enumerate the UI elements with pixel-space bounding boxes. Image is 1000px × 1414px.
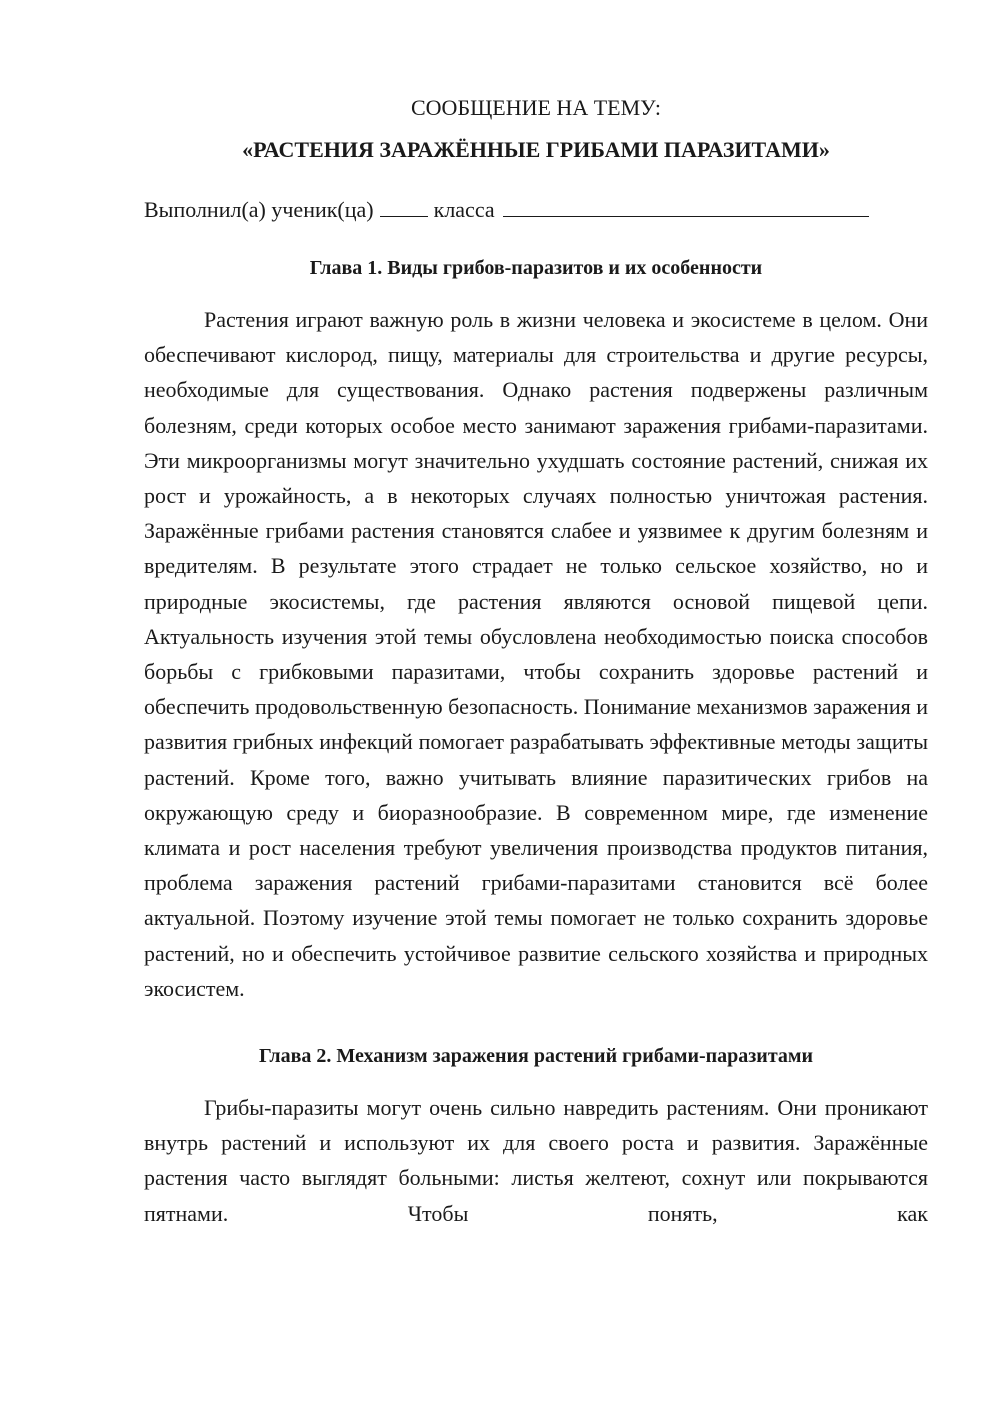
- document-page: [144, 90, 928, 1231]
- chapter-2-paragraph: Грибы-паразиты могут очень сильно навредить растениям. Они проникают внутрь растений и используют их для своего роста и развития. Заражённые растения часто выглядят больными: листья желтеют, сохнут или покрываются пятнами. Чтобы понять, как: [144, 1095, 928, 1226]
- document-title: «РАСТЕНИЯ ЗАРАЖЁННЫЕ ГРИБАМИ ПАРАЗИТАМИ»: [242, 137, 830, 162]
- chapter-1-title: Глава 1. Виды грибов-паразитов и их особенности: [309, 257, 763, 279]
- chapter-2-title: Глава 2. Механизм заражения растений грибами-паразитами: [258, 1045, 814, 1068]
- author-prefix: Выполнил(а) ученик(ца): [144, 197, 374, 222]
- name-blank: [503, 196, 869, 217]
- grade-blank: [380, 196, 428, 217]
- document-heading-line1: СООБЩЕНИЕ НА ТЕМУ:: [411, 95, 661, 120]
- author-class-label: класса: [433, 197, 495, 222]
- chapter-1-paragraph: Растения играют важную роль в жизни человека и экосистеме в целом. Они обеспечивают кислород, пищу, материалы для строительства и другие ресурсы, необходимые для существования. Однако растения подвержены различным болезням, среди которых особое место занимают заражения грибами-паразитами. Эти микроорганизмы могут значительно ухудшать состояние растений, снижая их рост и урожайность, а в некоторых случаях полностью уничтожая растения. Заражённые грибами растения становятся слабее и уязвимее к другим болезням и вредителям. В результате этого страдает не только сельское хозяйство, но и природные экосистемы, где растения являются основой пищевой цепи. Актуальность изучения этой темы обусловлена необходимостью поиска способов борьбы с грибковыми паразитами, чтобы сохранить здоровье растений и обеспечить продовольственную безопасность. Понимание механизмов заражения и развития грибных инфекций помогает разрабатывать эффективные методы защиты растений. Кроме того, важно учитывать влияние паразитических грибов на окружающую среду и биоразнообразие. В современном мире, где изменение климата и рост населения требуют увеличения производства продуктов питания, проблема заражения растений грибами-паразитами становится всё более актуальной. Поэтому изучение этой темы помогает не только сохранить здоровье растений, но и обеспечить устойчивое развитие сельского хозяйства и природных экосистем.: [144, 307, 928, 1001]
- author-line: [144, 194, 928, 226]
